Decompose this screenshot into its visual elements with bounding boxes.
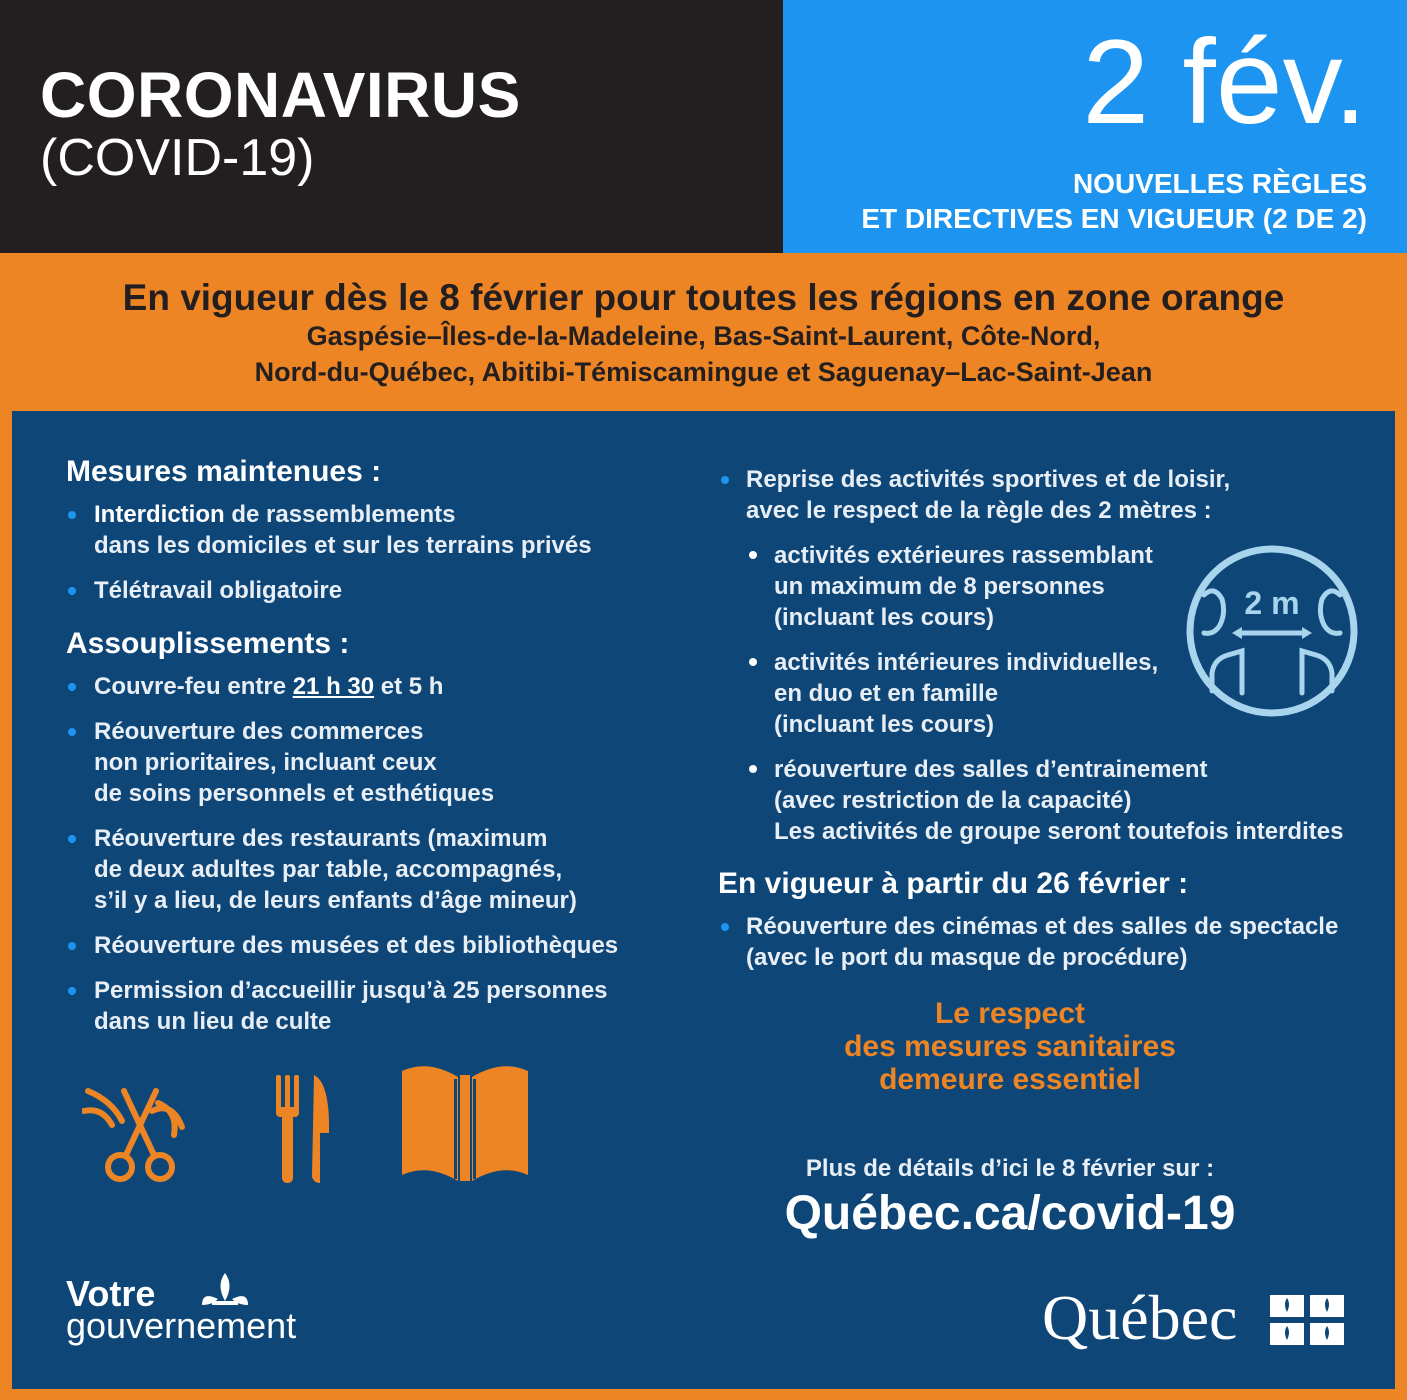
details-text: Plus de détails d’ici le 8 février sur : (805, 1155, 1215, 1182)
list-item-restaurants-3: s’il y a lieu, de leurs enfants d’âge mineur) (94, 887, 577, 914)
header-date-block (783, 0, 1407, 253)
list-item-cinemas-1: Réouverture des cinémas et des salles de spectacle (746, 913, 1339, 940)
list-item-interdiction-line2: dans les domiciles et sur les terrains privés (94, 532, 592, 559)
list-item-sports-2: avec le respect de la règle des 2 mètres : (746, 497, 1212, 524)
bullet (68, 683, 76, 691)
list-item-cinemas-2: (avec le port du masque de procédure) (746, 944, 1188, 971)
bullet (68, 942, 76, 950)
list-item-worship-2: dans un lieu de culte (94, 1008, 332, 1035)
fork-knife-icon (274, 1073, 334, 1185)
bullet (68, 587, 76, 595)
list-item-shops-1: Réouverture des commerces (94, 718, 424, 745)
bullet (749, 658, 757, 666)
header-line-2: ET DIRECTIVES EN VIGUEUR (2 DE 2) (861, 203, 1367, 234)
list-item-shops-3: de soins personnels et esthétiques (94, 780, 495, 807)
date-label: 2 fév. (1082, 15, 1367, 149)
quebec-flag-icon (1270, 1295, 1344, 1345)
quebec-logo: Québec (1042, 1282, 1238, 1353)
page-subtitle: (COVID-19) (40, 129, 315, 187)
sub-item-gyms-2: (avec restriction de la capacité) (774, 787, 1132, 814)
header-line-1: NOUVELLES RÈGLES (1072, 168, 1367, 199)
bullet (68, 511, 76, 519)
list-item-restaurants-2: de deux adultes par table, accompagnés, (94, 856, 563, 883)
page-title: CORONAVIRUS (40, 59, 521, 131)
relax-title: Assouplissements : (66, 627, 350, 660)
distance-2m-icon (1184, 543, 1360, 719)
list-item-sports-1: Reprise des activités sportives et de loisir, (746, 466, 1231, 493)
bullet (68, 728, 76, 736)
bullet (68, 987, 76, 995)
bullet (749, 551, 757, 559)
website-link[interactable]: Québec.ca/covid-19 (784, 1187, 1236, 1240)
list-item-worship-1: Permission d’accueillir jusqu’à 25 personnes (94, 977, 608, 1004)
distance-label: 2 m (1244, 585, 1300, 621)
bullet (749, 765, 757, 773)
zone-regions-line-1: Gaspésie–Îles-de-la-Madeleine, Bas-Saint-Laurent, Côte-Nord, (306, 321, 1101, 351)
bullet (68, 835, 76, 843)
zone-title: En vigueur dès le 8 février pour toutes les régions en zone orange (122, 277, 1285, 318)
sub-item-gyms-1: réouverture des salles d’entrainement (774, 756, 1208, 783)
sub-item-indoor-2: en duo et en famille (774, 680, 999, 707)
list-item-interdiction: Interdiction de rassemblements (94, 501, 456, 528)
zone-banner (0, 253, 1407, 411)
sub-item-gyms-3: Les activités de groupe seront toutefois interdites (774, 818, 1344, 845)
sub-item-outdoor-2: un maximum de 8 personnes (774, 573, 1105, 600)
header-title-block (0, 0, 783, 253)
zone-regions-line-2: Nord-du-Québec, Abitibi-Témiscamingue et Saguenay–Lac-Saint-Jean (254, 357, 1153, 387)
list-item-restaurants-1: Réouverture des restaurants (maximum (94, 825, 548, 852)
fleur-de-lis-icon (198, 1271, 252, 1317)
sub-item-outdoor-3: (incluant les cours) (774, 604, 995, 631)
feb26-title: En vigueur à partir du 26 février : (718, 867, 1189, 900)
bullet (721, 476, 729, 484)
scissors-icon (82, 1071, 192, 1191)
main-panel: Mesures maintenues : Interdiction de rassemblements dans les domiciles et sur les terrains privés Télétravail obligatoire Assouplissements : Couvre-feu entre 21 h 30 et 5 h Réouverture des commerces non prioritaires, incluant ceux de soins personnels et esthétiques Réouverture des restaurants (maximum de deux adultes par table, accompagnés, s’il y a lieu, de leurs enfants d’âge mineur) Réouverture des musées et des bibliothèques Permission d’accueillir jusqu’à 25 personnes dans un lieu de culte Reprise des activités sportives et de loisir, avec le respect de la règle des 2 mètres : activités extérieures rassemblant un maximum de 8 personnes (incluant les cours) activités intérieures individuelles, en duo et en famille (incluant les cours) réouverture des salles d’entrainement (avec restriction de la capacité) Les activités de groupe seront toutefois interdites 2 m En vigueur à partir du 26 février : Réouverture des cinémas et des salles de spectacle (avec le port du masque de procédure) Le respect des mesures sanitaires demeure essentiel Plus de détails d’ici le 8 février sur : Québec.ca/covid-19 Votre gouvernement Québec (12, 411, 1395, 1389)
list-item-teletravail: Télétravail obligatoire (94, 577, 343, 604)
book-icon (398, 1059, 532, 1185)
maintained-title: Mesures maintenues : (66, 455, 382, 488)
list-item-museums: Réouverture des musées et des bibliothèques (94, 932, 619, 959)
sub-item-outdoor-1: activités extérieures rassemblant (774, 542, 1153, 569)
list-item-shops-2: non prioritaires, incluant ceux (94, 749, 437, 776)
sub-item-indoor-1: activités intérieures individuelles, (774, 649, 1159, 676)
sub-item-indoor-3: (incluant les cours) (774, 711, 995, 738)
bullet (721, 923, 729, 931)
list-item-curfew: Couvre-feu entre 21 h 30 et 5 h (94, 673, 444, 700)
respect-message: Le respect des mesures sanitaires demeure essentiel (844, 997, 1176, 1096)
